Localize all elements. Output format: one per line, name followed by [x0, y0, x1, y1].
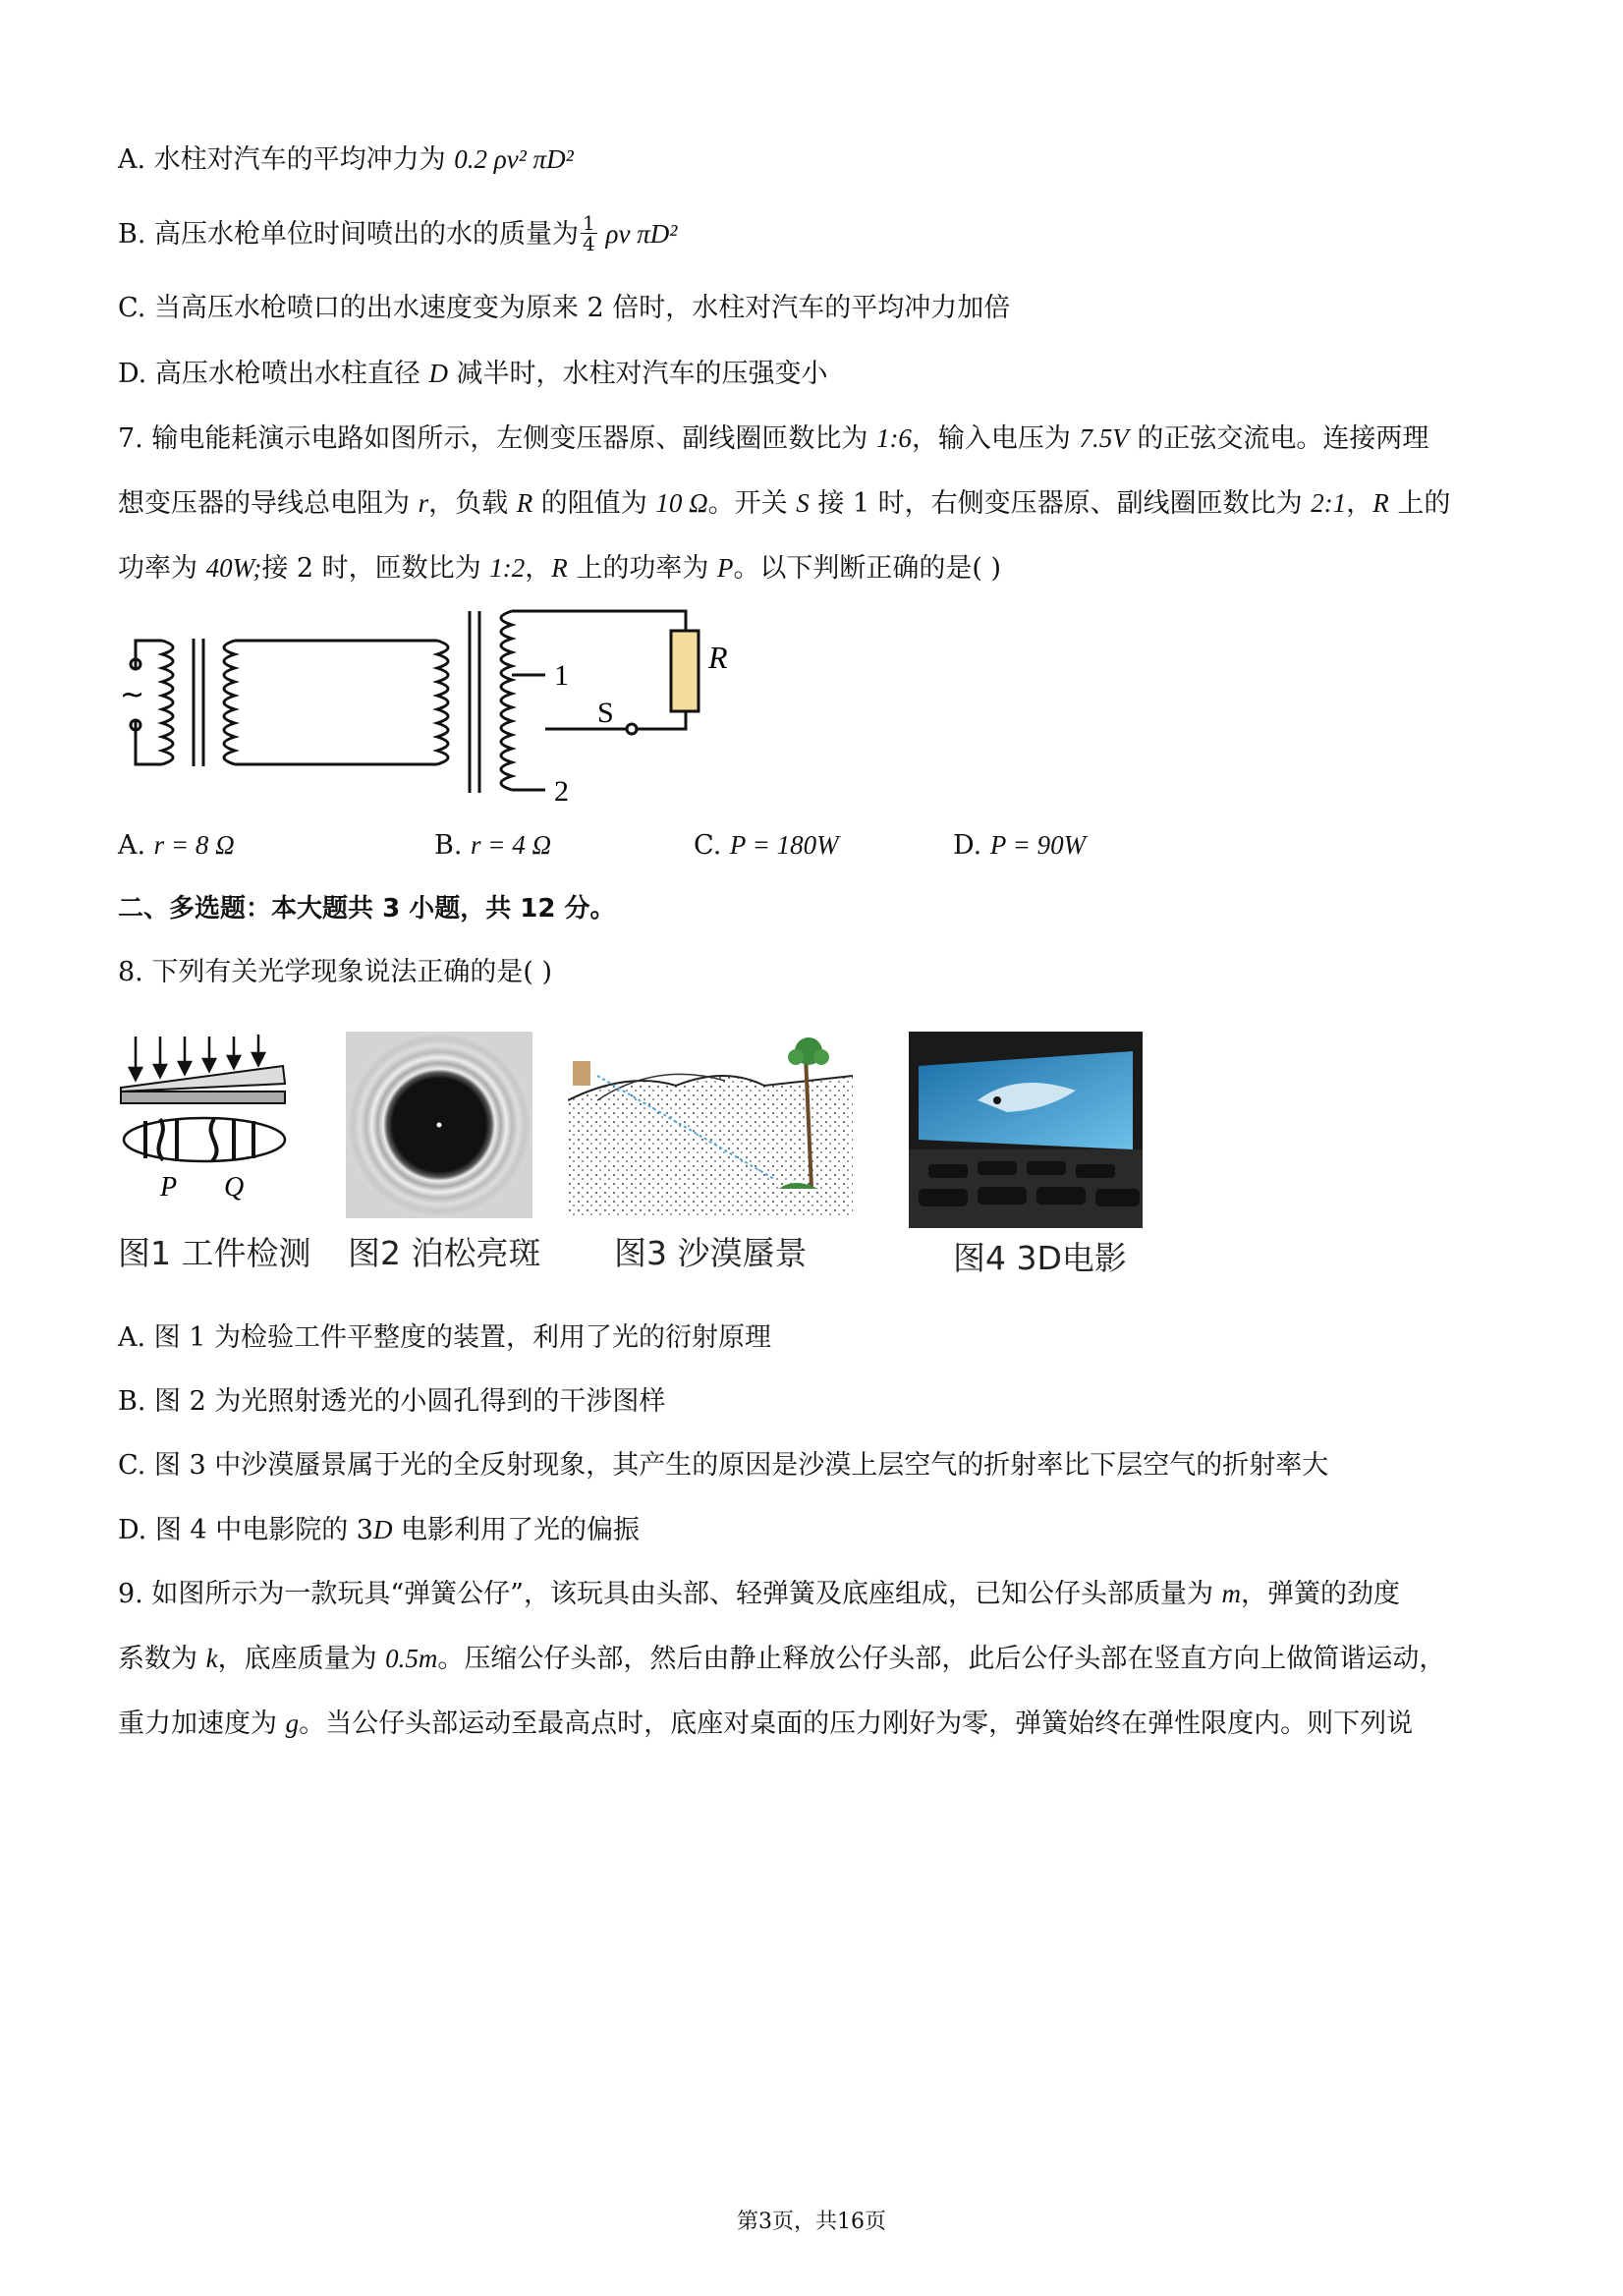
transformer-circuit-diagram [113, 601, 761, 812]
ac-source-symbol: ~ [120, 678, 145, 712]
q6-option-d: D. 高压水枪喷出水柱直径 D 减半时，水柱对汽车的压强变小 [118, 359, 828, 389]
q7-stem-line1: 7. 输电能耗演示电路如图所示，左侧变压器原、副线圈匝数比为 1:6，输入电压为 7.5V 的正弦交流电。连接两理 [118, 423, 1429, 454]
fig1-workpiece-inspection [116, 1027, 293, 1204]
q8-option-d: D. 图 4 中电影院的 3D 电影利用了光的偏振 [118, 1515, 641, 1545]
fig1-label-q: Q [224, 1172, 245, 1203]
q6-option-b: B. 高压水枪单位时间喷出的水的质量为 $\frac{1}{4}$ ρv πD² [118, 211, 678, 255]
page-footer: 第3页，共16页 [737, 2210, 886, 2234]
q9-stem-line1: 9. 如图所示为一款玩具“弹簧公仔”，该玩具由头部、轻弹簧及底座组成，已知公仔头部质量为 m，弹簧的劲度 [118, 1579, 1401, 1609]
q8-option-c: C. 图 3 中沙漠蜃景属于光的全反射现象，其产生的原因是沙漠上层空气的折射率比下层空气的折射率大 [118, 1450, 1329, 1481]
q6-option-b-fraction: $\frac{1}{4}$ [583, 211, 595, 255]
label-2: 2 [554, 775, 569, 808]
q6-option-a: A. 水柱对汽车的平均冲力为 0.2 ρv² πD² [118, 144, 574, 175]
q7-stem-line3: 功率为 40W;接 2 时，匝数比为 1:2，R 上的功率为 P。以下判断正确的是( ) [118, 553, 1002, 584]
label-r: R [708, 640, 728, 675]
q6-option-a-math: 0.2 ρv² πD² [454, 144, 574, 174]
fig3-caption: 图3 沙漠蜃景 [614, 1234, 808, 1272]
q7-option-a: A. r = 8 Ω [118, 830, 235, 861]
q7-option-d: D. P = 90W [953, 830, 1087, 861]
fig2-poisson-spot [346, 1032, 532, 1218]
q9-stem-line2: 系数为 k，底座质量为 0.5m。压缩公仔头部，然后由静止释放公仔头部，此后公仔头部在竖直方向上做简谐运动， [118, 1644, 1446, 1674]
label-1: 1 [554, 659, 569, 692]
q8-option-a: A. 图 1 为检验工件平整度的装置，利用了光的衍射原理 [118, 1322, 772, 1353]
fig1-label-p: P [160, 1172, 178, 1203]
section-2-heading: 二、多选题：本大题共 3 小题，共 12 分。 [118, 894, 616, 924]
label-s: S [597, 697, 614, 729]
fig4-caption: 图4 3D电影 [953, 1239, 1127, 1277]
q6-option-c: C. 当高压水枪喷口的出水速度变为原来 2 倍时，水柱对汽车的平均冲力加倍 [118, 293, 1011, 323]
resistor-r [671, 631, 699, 711]
fig3-desert-mirage [568, 1032, 863, 1243]
fig2-caption: 图2 泊松亮斑 [348, 1234, 541, 1272]
q9-stem-line3: 重力加速度为 g。当公仔头部运动至最高点时，底座对桌面的压力刚好为零，弹簧始终在弹性限度内。则下列说 [118, 1708, 1414, 1739]
q7-stem-line2: 想变压器的导线总电阻为 r，负载 R 的阻值为 10 Ω。开关 S 接 1 时，右侧变压器原、副线圈匝数比为 2:1，R 上的 [118, 488, 1451, 519]
fig1-caption: 图1 工件检测 [118, 1234, 311, 1272]
q8-stem: 8. 下列有关光学现象说法正确的是( ) [118, 957, 552, 987]
q8-option-b: B. 图 2 为光照射透光的小圆孔得到的干涉图样 [118, 1386, 666, 1417]
q7-option-c: C. P = 180W [694, 830, 839, 861]
fig4-3d-cinema [909, 1032, 1143, 1228]
q7-option-b: B. r = 4 Ω [434, 830, 552, 861]
q6-option-b-math: ρv πD² [598, 219, 678, 249]
